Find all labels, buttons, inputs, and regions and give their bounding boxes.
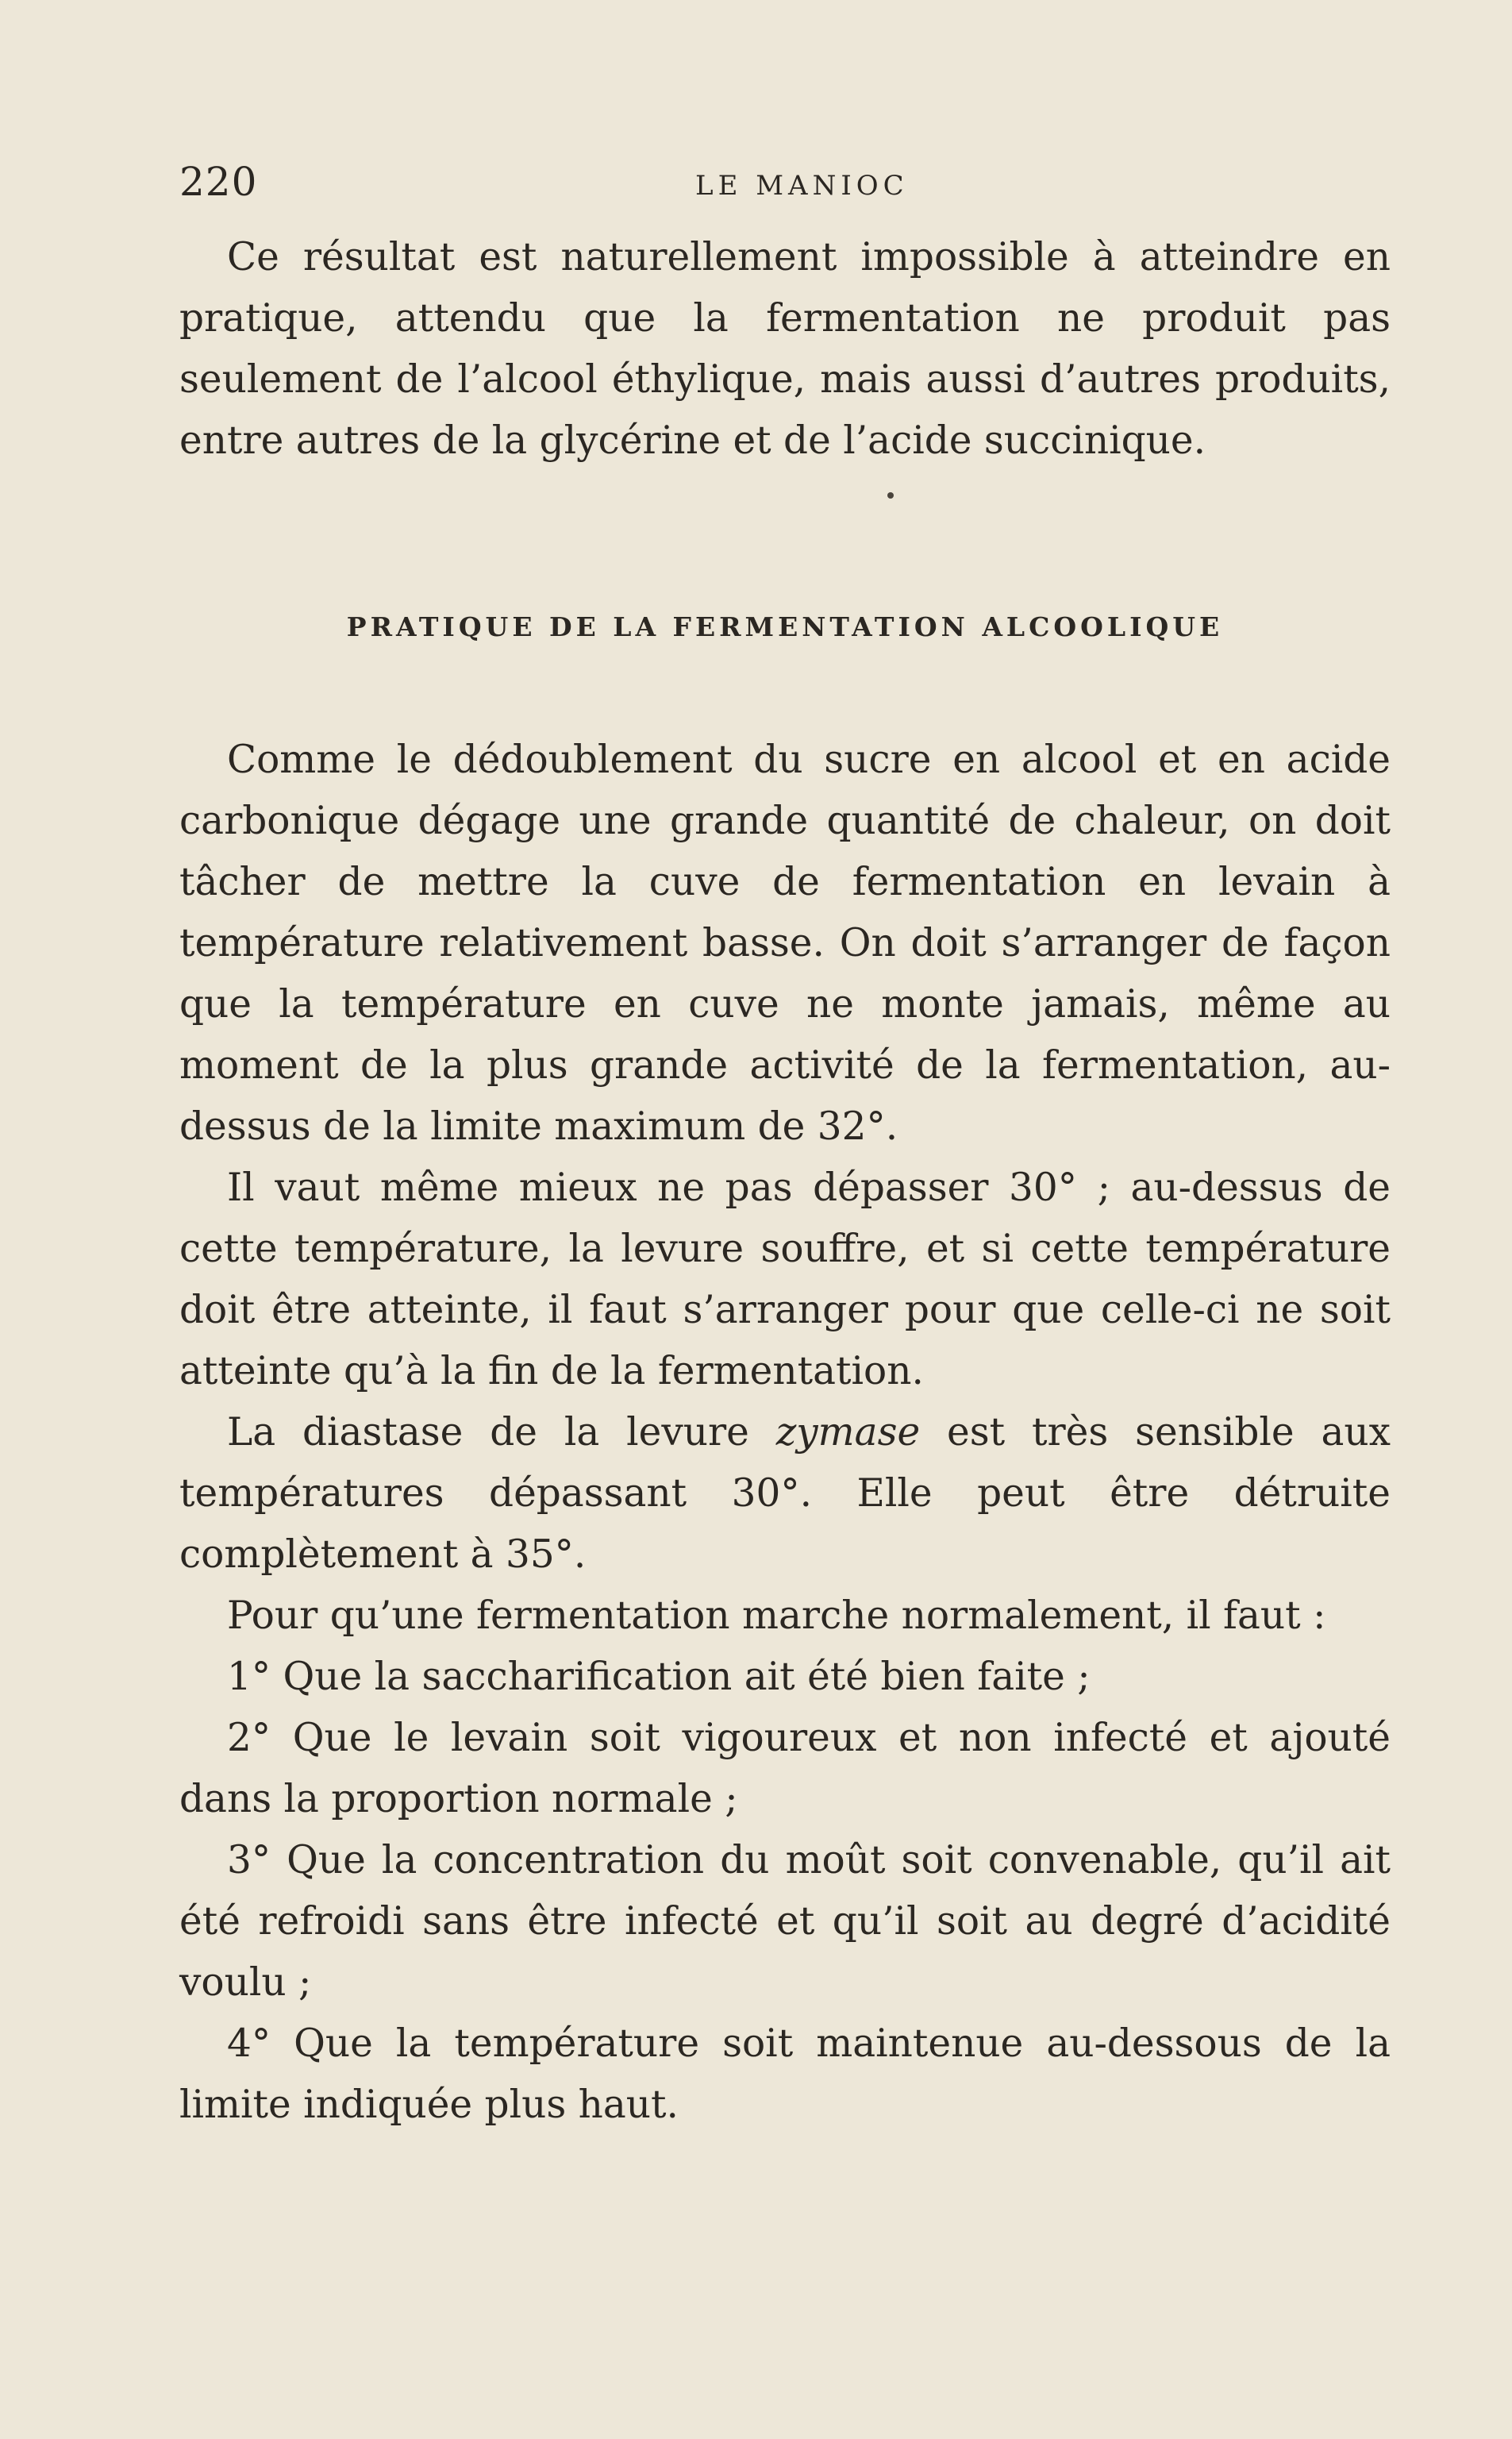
paragraph-zymase [179,1402,1391,1586]
page-number: 220 [179,159,258,205]
intro-text-block [179,227,1391,472]
page-header [179,159,1394,206]
list-item-3: 3° Que la concentration du moût soit convenable, qu’il ait été refroidi sans être infecté et qu’il soit au degré d’acidité voulu ; [179,1838,1391,2005]
section-text-block [179,730,1391,2136]
paragraph-conditions-intro: Pour qu’une fermentation marche normalement, il faut : [227,1593,1326,1638]
section-heading: PRATIQUE DE LA FERMENTATION ALCOOLIQUE [346,611,1224,642]
zymase-before: La diastase de la levure [227,1410,776,1455]
list-item-4: 4° Que la température soit maintenue au-dessous de la limite indiquée plus haut. [179,2021,1391,2127]
list-item-2: 2° Que le levain soit vigoureux et non infecté et ajouté dans la proportion normale ; [179,1716,1391,1821]
paragraph-temperature-limit: Il vaut même mieux ne pas dépasser 30° ; au-dessus de cette température, la levure souffre, et si cette température doit être atteinte, il faut s’arranger pour que celle-ci ne soit atteinte qu’à la fin de la fermentation. [179,1166,1391,1393]
intro-paragraph: Ce résultat est naturellement impossible à atteindre en pratique, attendu que la fermentation ne produit pas seulement de l’alcool éthylique, mais aussi d’autres produits, entre autres de la glycérine et de l’acide succinique. [179,235,1391,463]
running-title: LE MANIOC [695,170,909,202]
list-item-1: 1° Que la saccharification ait été bien faite ; [227,1655,1091,1699]
zymase-after: est très sensible aux températures dépassant 30°. Elle peut être détruite complètement à 35°. [179,1410,1391,1577]
separator-dot [887,492,894,499]
zymase-term: zymase [775,1410,921,1455]
paragraph-heat: Comme le dédoublement du sucre en alcool et en acide carbonique dégage une grande quantité de chaleur, on doit tâcher de mettre la cuve de fermentation en levain à température relativement basse. On doit s’arranger de façon que la température en cuve ne monte jamais, même au moment de la plus grande activité de la fermentation, au-dessus de la limite maximum de 32°. [179,738,1391,1149]
